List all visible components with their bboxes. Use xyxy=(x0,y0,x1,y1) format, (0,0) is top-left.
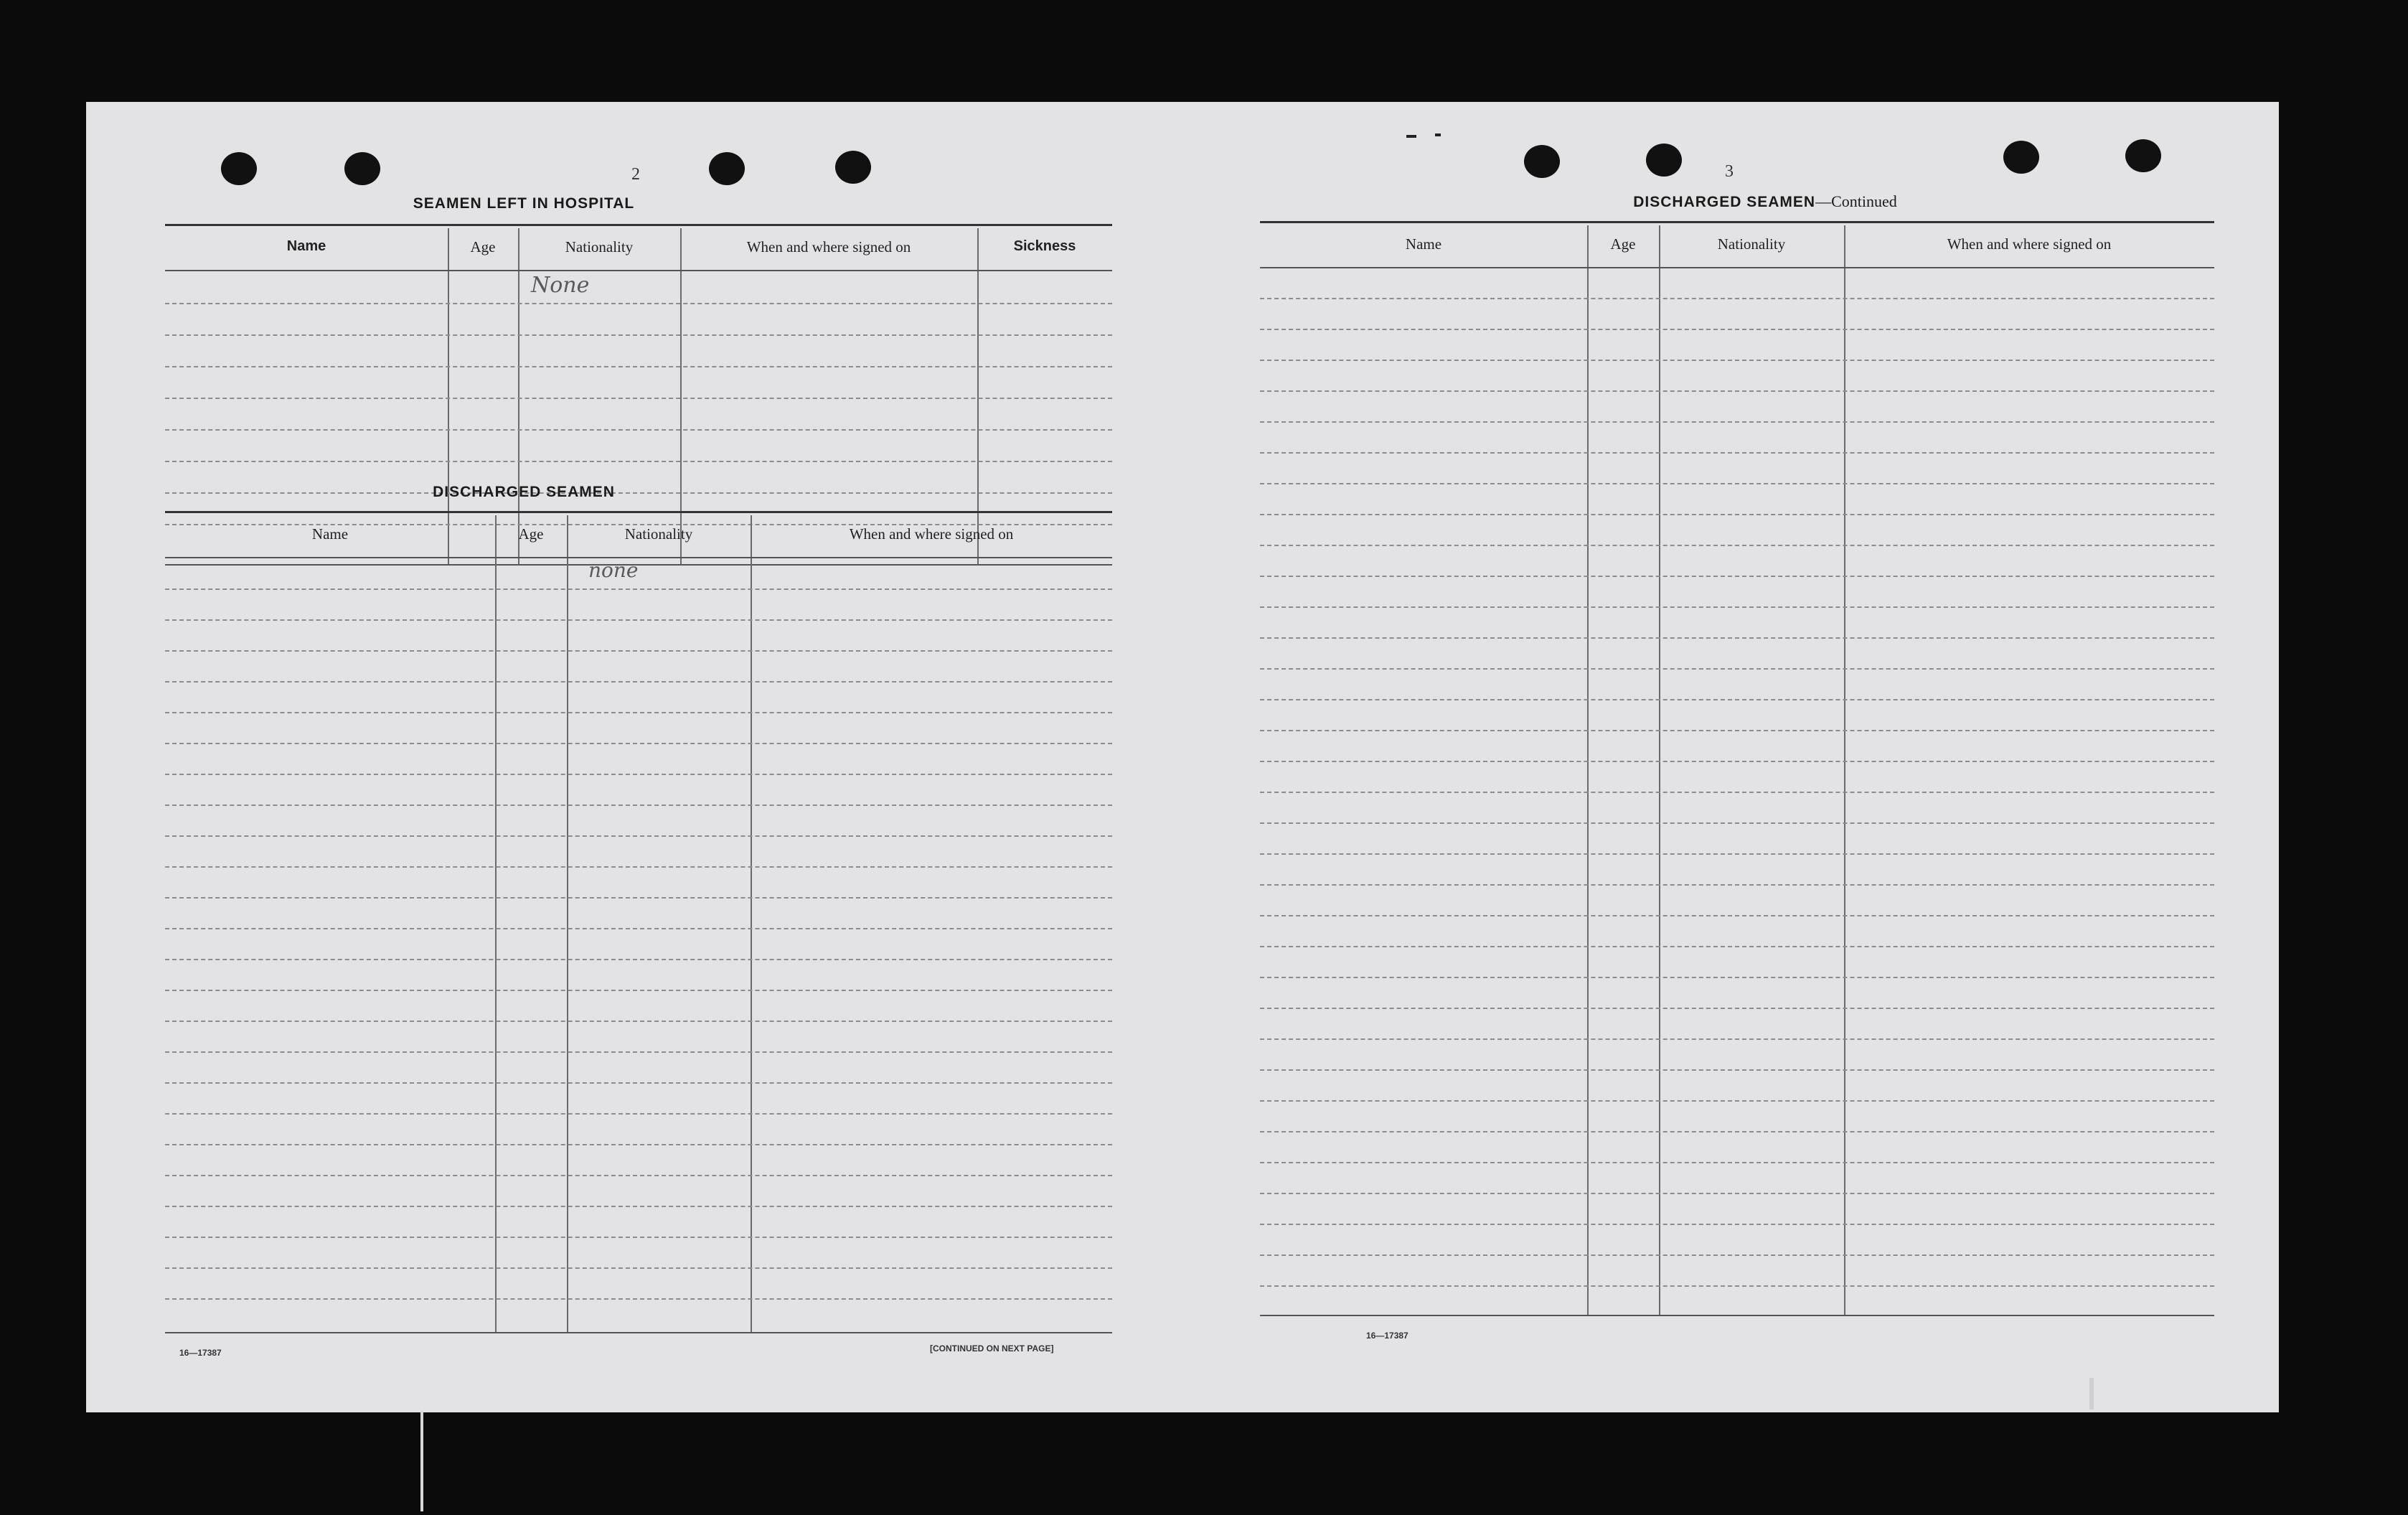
column-header-nationality: Nationality xyxy=(565,238,634,255)
column-header-name: Name xyxy=(1405,235,1442,253)
punch-hole xyxy=(2003,141,2039,174)
entry-line xyxy=(1260,298,2214,299)
punch-hole xyxy=(1524,145,1560,178)
punch-hole xyxy=(2125,139,2161,172)
entry-line xyxy=(1260,884,2214,886)
discharged-section-title: DISCHARGED SEAMEN xyxy=(433,484,615,500)
column-divider xyxy=(680,228,682,564)
table-bottom-rule xyxy=(1260,1315,2214,1316)
entry-line xyxy=(165,1175,1112,1176)
column-divider xyxy=(567,515,568,1332)
column-divider xyxy=(518,228,519,564)
discharged-continued-table xyxy=(1260,225,2214,1316)
entry-line xyxy=(165,650,1112,652)
punch-hole xyxy=(1646,144,1682,177)
punch-hole xyxy=(835,151,871,184)
entry-line xyxy=(1260,329,2214,330)
entry-line xyxy=(165,1021,1112,1022)
column-header-signed-on: When and where signed on xyxy=(746,238,911,255)
page-number: 2 xyxy=(631,165,640,184)
punch-hole xyxy=(221,152,257,185)
entry-line xyxy=(165,835,1112,837)
entry-line xyxy=(1260,761,2214,762)
entry-line xyxy=(1260,1193,2214,1194)
hospital-section-title: SEAMEN LEFT IN HOSPITAL xyxy=(413,195,635,212)
entry-line xyxy=(165,398,1112,399)
entry-line xyxy=(1260,637,2214,639)
header-underline xyxy=(1260,267,2214,268)
header-underline xyxy=(165,270,1112,271)
column-header-sickness: Sickness xyxy=(1013,238,1076,254)
entry-line xyxy=(1260,977,2214,978)
entry-line xyxy=(1260,1285,2214,1287)
column-divider xyxy=(1659,225,1660,1315)
punch-hole xyxy=(344,152,380,185)
continued-note: [CONTINUED ON NEXT PAGE] xyxy=(930,1343,1054,1354)
entry-line xyxy=(165,1113,1112,1115)
entry-line xyxy=(165,1206,1112,1207)
entry-line xyxy=(1260,1069,2214,1071)
column-divider xyxy=(448,228,449,564)
form-number: 16—17387 xyxy=(1366,1331,1408,1341)
entry-line xyxy=(165,366,1112,367)
column-divider xyxy=(1844,225,1845,1315)
ink-speck xyxy=(1435,133,1441,136)
section-title-text: DISCHARGED SEAMEN xyxy=(1633,194,1816,210)
entry-line xyxy=(165,1298,1112,1300)
ink-speck xyxy=(1406,135,1416,138)
punch-hole xyxy=(709,152,745,185)
right-page xyxy=(1191,102,2279,1412)
entry-line xyxy=(165,429,1112,431)
form-number: 16—17387 xyxy=(179,1348,222,1358)
page-number: 3 xyxy=(1725,162,1734,181)
entry-line xyxy=(1260,514,2214,515)
entry-line xyxy=(1260,668,2214,670)
entry-line xyxy=(165,334,1112,336)
entry-line xyxy=(1260,730,2214,731)
entry-line xyxy=(165,990,1112,991)
entry-line xyxy=(1260,452,2214,454)
entry-line xyxy=(1260,1038,2214,1040)
entry-line xyxy=(165,805,1112,806)
column-divider xyxy=(495,515,497,1332)
discharged-continued-title xyxy=(1435,192,2095,211)
entry-line xyxy=(165,588,1112,590)
entry-line xyxy=(165,928,1112,929)
entry-line xyxy=(1260,853,2214,855)
entry-line xyxy=(1260,1008,2214,1009)
column-divider xyxy=(751,515,752,1332)
entry-line xyxy=(1260,1254,2214,1256)
entry-line xyxy=(1260,1224,2214,1225)
entry-line xyxy=(165,712,1112,713)
handwritten-entry: none xyxy=(588,558,639,582)
column-header-signed-on: When and where signed on xyxy=(1947,235,2112,253)
entry-line xyxy=(1260,792,2214,793)
entry-line xyxy=(165,1082,1112,1084)
column-header-age: Age xyxy=(1610,235,1636,253)
entry-line xyxy=(165,743,1112,744)
entry-line xyxy=(1260,421,2214,423)
entry-line xyxy=(1260,946,2214,947)
record-sheet xyxy=(86,102,2279,1412)
entry-line xyxy=(165,897,1112,899)
entry-line xyxy=(1260,545,2214,546)
entry-line xyxy=(165,774,1112,775)
entry-line xyxy=(165,1267,1112,1269)
table-top-rule xyxy=(1260,221,2214,223)
column-header-nationality: Nationality xyxy=(624,525,693,543)
column-header-nationality: Nationality xyxy=(1717,235,1786,253)
header-underline xyxy=(165,557,1112,558)
column-header-name: Name xyxy=(286,238,326,254)
entry-line xyxy=(165,681,1112,683)
left-page xyxy=(86,102,1191,1412)
film-scratch xyxy=(420,1411,423,1511)
discharged-table xyxy=(165,515,1112,1333)
section-title-suffix: —Continued xyxy=(1815,192,1897,210)
entry-line xyxy=(1260,606,2214,608)
column-header-age: Age xyxy=(518,525,544,543)
entry-line xyxy=(165,619,1112,621)
entry-line xyxy=(1260,1100,2214,1102)
column-divider xyxy=(1587,225,1589,1315)
table-top-rule xyxy=(165,224,1112,226)
entry-line xyxy=(165,1237,1112,1238)
film-scratch xyxy=(2089,1378,2094,1410)
entry-line xyxy=(1260,915,2214,916)
entry-line xyxy=(165,1051,1112,1053)
column-header-name: Name xyxy=(311,525,349,543)
entry-line xyxy=(1260,1131,2214,1132)
entry-line xyxy=(1260,360,2214,361)
entry-line xyxy=(165,959,1112,960)
entry-line xyxy=(165,1144,1112,1145)
handwritten-entry: None xyxy=(531,273,590,298)
entry-line xyxy=(1260,699,2214,700)
table-top-rule xyxy=(165,511,1112,513)
column-header-signed-on: When and where signed on xyxy=(849,525,1014,543)
entry-line xyxy=(1260,822,2214,824)
entry-line xyxy=(165,866,1112,868)
table-bottom-rule xyxy=(165,1332,1112,1333)
column-header-age: Age xyxy=(470,238,496,255)
entry-line xyxy=(1260,390,2214,392)
entry-line xyxy=(1260,1162,2214,1163)
column-divider xyxy=(977,228,979,564)
entry-line xyxy=(1260,576,2214,577)
entry-line xyxy=(165,303,1112,304)
entry-line xyxy=(1260,483,2214,484)
entry-line xyxy=(165,461,1112,462)
